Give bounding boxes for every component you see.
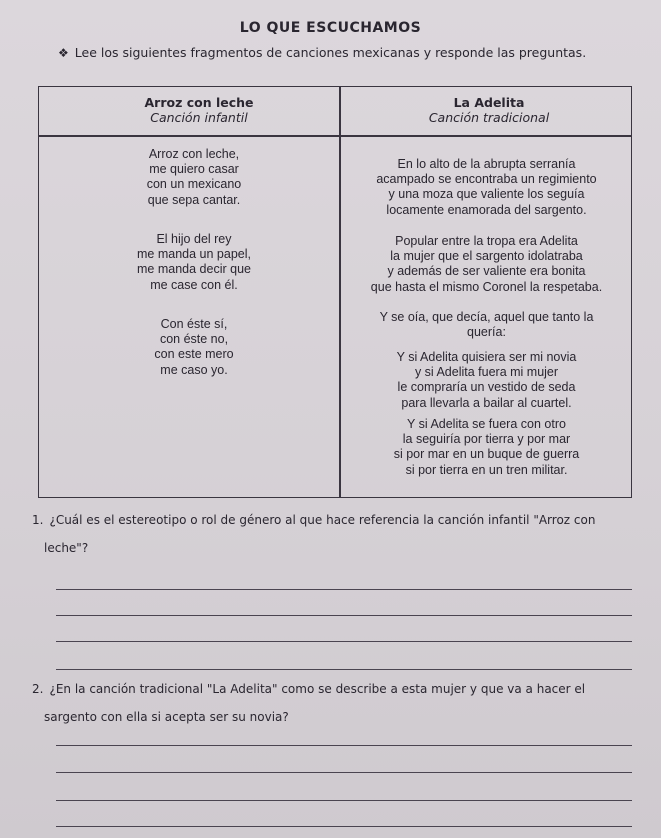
right-stanza [344,234,629,295]
instruction-text: Lee los siguientes fragmentos de canciones mexicanas y responde las preguntas. [74,45,587,60]
verse-line: si por tierra en un tren militar. [405,462,568,477]
question-text-continued: leche"? [44,541,89,555]
verse-line: Arroz con leche, [148,147,240,161]
right-stanza [344,310,629,340]
answer-line[interactable] [56,589,632,590]
question-text: ¿En la canción tradicional "La Adelita" como se describe a esta mujer y que va a hacer el [49,682,586,696]
verse-line: la mujer que el sargento idolatraba [390,249,583,264]
verse-line: y además de ser valiente era bonita [387,264,586,279]
right-subheading: Canción tradicional [428,110,550,125]
answer-line[interactable] [56,615,632,616]
right-column-header [369,95,609,125]
left-subheading: Canción infantil [150,110,248,125]
verse-line: me manda un papel, [137,247,251,262]
songs-table [38,86,632,498]
instruction [58,45,586,60]
right-stanza [344,350,629,411]
left-column-header [99,95,299,125]
verse-line: me case con él. [150,277,238,292]
verse-line: quería: [467,325,506,340]
verse-line: y una moza que valiente los seguía [388,187,585,202]
left-stanza [89,317,299,378]
verse-line: Y se oía, que decía, aquel que tanto la [379,310,594,324]
question-number: 2. [32,682,44,696]
answer-line[interactable] [56,826,632,827]
page-title: LO QUE ESCUCHAMOS [239,20,422,36]
left-stanza [89,232,299,293]
question-text-continued: sargento con ella si acepta ser su novia? [44,710,289,724]
left-heading: Arroz con leche [144,95,254,110]
answer-line[interactable] [56,641,632,642]
right-stanza [344,417,629,478]
verse-line: con un mexicano [146,177,242,192]
verse-line: con este mero [154,347,234,362]
verse-line: Con éste sí, [160,317,228,331]
diamond-bullet-icon: ❖ [58,46,69,60]
verse-line: El hijo del rey [156,232,232,246]
question-2 [32,681,632,725]
verse-line: que hasta el mismo Coronel la respetaba. [370,279,603,294]
verse-line: que sepa cantar. [147,192,241,207]
verse-line: me quiero casar [149,162,239,177]
verse-line: En lo alto de la abrupta serranía [397,157,576,171]
verse-line: Y si Adelita quisiera ser mi novia [396,350,577,364]
verse-line: si por mar en un buque de guerra [393,447,580,462]
answer-line[interactable] [56,800,632,801]
question-text: ¿Cuál es el estereotipo o rol de género al que hace referencia la canción infantil "Arroz con [49,513,596,527]
right-heading: La Adelita [453,95,525,110]
verse-line: la seguiría por tierra y por mar [402,432,571,447]
verse-line: le compraría un vestido de seda [397,380,576,395]
answer-line[interactable] [56,772,632,773]
verse-line: para llevarla a bailar al cuartel. [401,395,572,410]
verse-line: me manda decir que [137,262,251,277]
left-stanza [89,147,299,208]
verse-line: locamente enamorada del sargento. [386,202,587,217]
right-stanza [344,157,629,218]
verse-line: Y si Adelita se fuera con otro [407,417,566,431]
verse-line: y si Adelita fuera mi mujer [414,365,559,380]
column-divider [339,87,341,497]
verse-line: con éste no, [159,332,229,347]
verse-line: Popular entre la tropa era Adelita [395,234,578,248]
verse-line: me caso yo. [160,362,228,377]
question-number: 1. [32,513,44,527]
verse-line: acampado se encontraba un regimiento [376,172,597,187]
header-divider [39,135,631,137]
question-1 [32,512,632,556]
answer-line[interactable] [56,745,632,746]
answer-line[interactable] [56,669,632,670]
